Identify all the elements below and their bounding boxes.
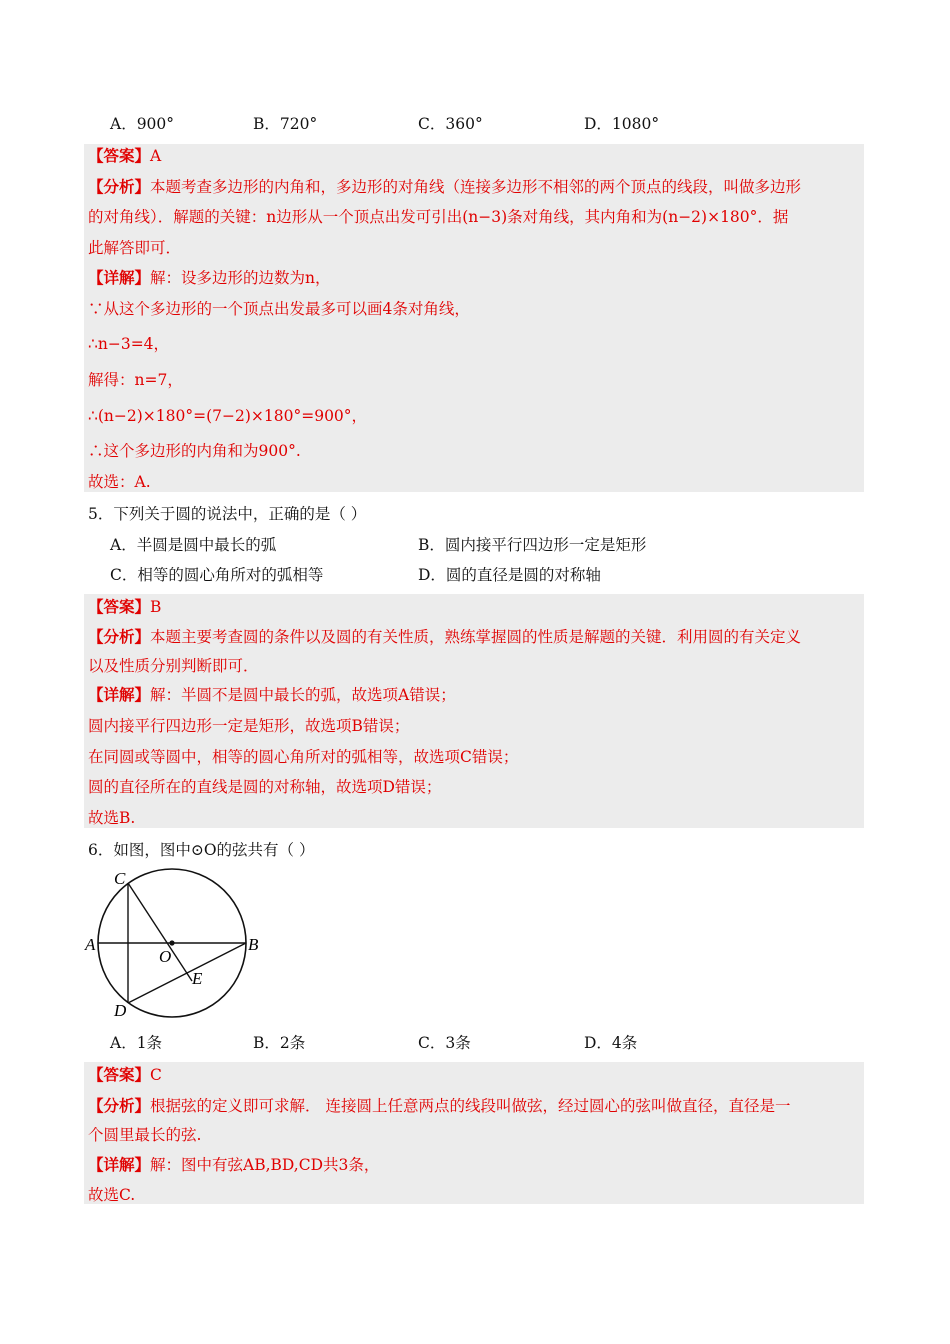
label-d: D [114,1001,127,1020]
q4-option-b: B．720° [253,115,318,133]
analysis-tag: 【分析】 [88,1096,151,1115]
q5-stem: 5．下列关于圆的说法中，正确的是（ ） [88,505,367,523]
q4-detail-line1 [88,268,331,288]
q5-option-b: B．圆内接平行四边形一定是矩形 [418,536,647,554]
q6-option-c: C．3条 [418,1034,471,1052]
q4-detail-line6: ∴这个多边形的内角和为900°. [88,442,301,460]
q4-option-a: A．900° [110,115,175,133]
q6-option-a: A．1条 [110,1034,163,1052]
q4-detail-line4: 解得：n=7， [88,371,183,389]
q5-detail-line2: 圆内接平行四边形一定是矩形，故选项B错误； [88,717,410,735]
q6-answer [88,1065,162,1085]
label-o: O [159,947,172,966]
q4-answer [88,146,161,166]
q6-detail-line1 [88,1155,379,1175]
analysis-tag: 【分析】 [88,627,151,646]
analysis-text: 根据弦的定义即可求解． 连接圆上任意两点的线段叫做弦，经过圆心的弦叫做直径，直径是一 [150,1097,791,1115]
q4-analysis-line3: 此解答即可． [88,239,182,257]
detail-tag: 【详解】 [88,1155,151,1174]
q4-detail-line2: ∵从这个多边形的一个顶点出发最多可以画4条对角线， [88,300,470,318]
q4-option-c: C．360° [418,115,483,133]
answer-tag: 【答案】 [88,146,151,165]
q4-analysis-line1 [88,177,801,197]
q6-analysis-line1 [88,1096,790,1116]
label-b: B [248,935,259,954]
q6-circle-figure [84,866,274,1026]
answer-value: C [150,1066,162,1084]
q5-analysis-line1 [88,627,801,647]
q5-detail-line4: 圆的直径所在的直线是圆的对称轴，故选项D错误； [88,778,442,796]
analysis-text: 本题考查多边形的内角和，多边形的对角线（连接多边形不相邻的两个顶点的线段，叫做多边形 [150,178,802,196]
q6-option-b: B．2条 [253,1034,306,1052]
detail-tag: 【详解】 [88,685,151,704]
q5-detail-line1 [88,685,456,705]
q5-detail-line5: 故选B. [88,809,136,827]
q5-detail-line3: 在同圆或等圆中，相等的圆心角所对的弧相等，故选项C错误； [88,748,519,766]
q5-option-d: D．圆的直径是圆的对称轴 [418,566,601,584]
q6-analysis-line2: 个圆里最长的弦. [88,1126,202,1144]
detail-text: 解：半圆不是圆中最长的弧，故选项A错误； [150,686,456,704]
analysis-text: 本题主要考查圆的条件以及圆的有关性质，熟练掌握圆的性质是解题的关键．利用圆的有关定义 [150,628,802,646]
segment-ce [128,883,192,981]
center-point-o [169,940,174,945]
label-a: A [85,935,96,954]
q4-detail-line3: ∴n−3=4， [88,335,170,353]
label-c: C [114,869,126,888]
q5-answer [88,597,161,617]
q5-analysis-line2: 以及性质分别判断即可． [88,657,259,675]
q4-analysis-line2: 的对角线）．解题的关键：n边形从一个顶点出发可引出(n−3)条对角线，其内角和为(n−2)×180°．据 [88,208,789,226]
detail-tag: 【详解】 [88,268,151,287]
q6-detail-line2: 故选C. [88,1186,136,1204]
detail-text: 解：图中有弦AB,BD,CD共3条， [150,1156,380,1174]
answer-tag: 【答案】 [88,1065,151,1084]
q6-option-d: D．4条 [584,1034,638,1052]
q4-detail-line5: ∴(n−2)×180°=(7−2)×180°=900°， [88,407,368,425]
answer-value: B [150,598,162,616]
q5-option-a: A．半圆是圆中最长的弧 [110,536,277,554]
label-e: E [192,969,203,988]
q4-option-d: D．1080° [584,115,660,133]
q5-option-c: C．相等的圆心角所对的弧相等 [110,566,324,584]
answer-value: A [150,147,162,165]
analysis-tag: 【分析】 [88,177,151,196]
chord-bd [128,943,246,1003]
detail-text: 解：设多边形的边数为n， [150,269,331,287]
answer-tag: 【答案】 [88,597,151,616]
q6-stem: 6．如图，图中⊙O的弦共有（ ） [88,841,315,859]
q4-detail-line7: 故选：A. [88,473,151,491]
